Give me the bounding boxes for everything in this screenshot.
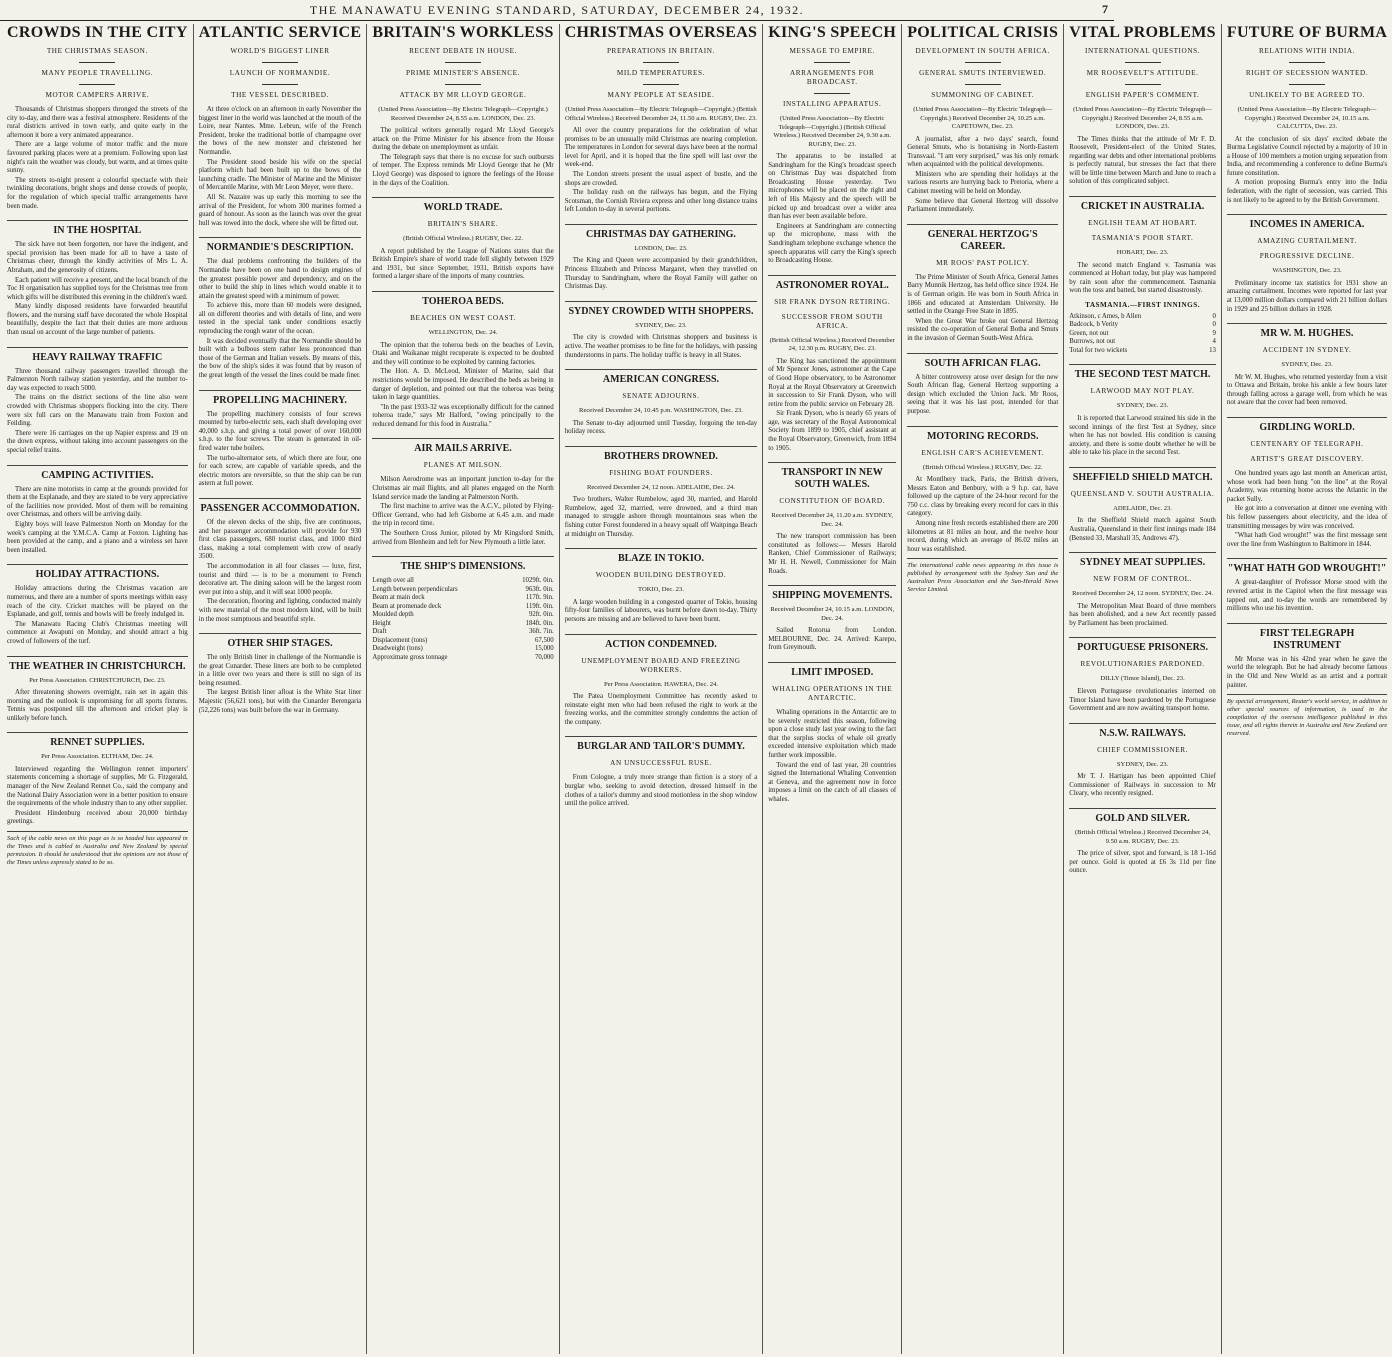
deck-rule [262,62,298,63]
row-label: Length over all [372,577,414,585]
section-heading: MOTORING RECORDS. [907,426,1058,443]
row-label: Approximate gross tonnage [372,653,448,661]
column [367,24,559,1354]
section-deck: CHIEF COMMISSIONER. [1097,745,1188,754]
article-paragraph: Some believe that General Hertzog will dissolve Parliament immediately. [907,197,1059,214]
article-paragraph: Each patient will receive a present, and the local branch of the Toc H organisation has supplied toys for the Christmas tree from which gifts will be distributed this evening in the children's ward. [7,276,188,301]
footnote: Such of the cable news on this page as is so headed has appeared in the Times and is cabled to Australia and New Zealand by special permission. It should be understood that the opinions are not those of the Times unless expressly stated to be so. [7,831,188,867]
article-paragraph: All over the country preparations for the celebration of what promises to be an unusually mild Christmas are nearing completion. The temperatures in London for several days have been at the normal level for April, and it is hoped that the fine spell will last over the week-end. [564,127,758,169]
section-heading: THE SHIP'S DIMENSIONS. [372,556,553,573]
section-deck: NEW FORM OF CONTROL. [1093,575,1193,584]
section-deck: WOODEN BUILDING DESTROYED. [595,571,727,580]
table-row [372,645,553,654]
headline-deck: PREPARATIONS IN BRITAIN. [606,47,715,55]
row-value: 13 [1209,346,1216,354]
article-paragraph: The Metropolitan Meat Board of three members has been abolished, and a new Act recently passed by Parliament has been proclaimed. [1069,602,1216,627]
article-paragraph: President Hindenburg received about 20,000 birthday greetings. [7,809,188,826]
table-row [1069,347,1216,356]
headline-deck: UNLIKELY TO BE AGREED TO. [1249,91,1365,99]
article-paragraph: Thousands of Christmas shoppers thronged the streets of the city to-day, and there was a festival atmosphere. Residents of the rural districts arrived in town early, and quite early in the afternoon it bore a very animated appearance. [7,106,188,139]
section-heading: RENNET SUPPLIES. [7,732,188,749]
headline-deck: INTERNATIONAL QUESTIONS. [1084,47,1201,55]
article-paragraph: The opinion that the toheroa beds on the beaches of Levin, Otaki and Waikanae might recuperate is expected to be doubted and they will continue to be exploited by canning factories. [372,341,554,366]
table-row [1069,321,1216,330]
headline-deck: LAUNCH OF NORMANDIE. [229,69,331,77]
article-paragraph: The apparatus to be installed at Sandringham for the King's broadcast speech on Christmas Day was dispatched from Broadcasting House yesterday. Two microphones will be placed on the right and left of His Majesty and the speech will be picked up and broadcast over a wider area than has ever been available before. [768,153,897,221]
article-paragraph: Two brothers, Walter Rumbelow, aged 30, married, and Harold Rumbelow, aged 32, married, were drowned, and a third man managed to struggle ashore through mountainous seas when the fishing cutter Forest foundered in a heavy squall off Waitpinga Beach at midnight on Thursday. [564,496,758,538]
article-paragraph: Many kindly disposed residents have forwarded beautiful flowers, and the nursing staff have decorated the whole Hospital beautifully, despite the fact that their duties are more arduous than usual on account of the large number of patients. [7,303,188,337]
row-value: 119ft. 0in. [525,602,554,610]
article-paragraph: The accommodation in all four classes — luxe, first, tourist and third — is to be a monument to French decorative art. The dining saloon will be the largest room ever put into a ship, and it will seat 1000 people. [198,562,362,596]
headline-deck: ARRANGEMENTS FOR BROADCAST. [789,69,875,86]
row-value: 184ft. 0in. [525,619,554,627]
article-paragraph: The city is crowded with Christmas shoppers and business is active. The weather promises to be fine for the holidays, with passing thunderstorms in parts. The holiday traffic is heavy in all States. [564,334,758,359]
section-heading: SYDNEY CROWDED WITH SHOPPERS. [565,301,758,318]
section-heading: OTHER SHIP STAGES. [199,633,362,650]
section-deck: MR ROOS' PAST POLICY. [936,258,1030,267]
section-heading: MR W. M. HUGHES. [1227,323,1387,340]
column [2,24,194,1354]
article-paragraph: When the Great War broke out General Hertzog resisted the co-operation of General Botha and Smuts in the invasion of German South-West Africa. [907,317,1059,342]
article-paragraph: The new transport commission has been constituted as follows:— Messrs Harold Ranken, Chief Commissioner of Railways; Mr H. H. Newell, Commissioner for Main Roads. [768,533,897,575]
article-paragraph: It is reported that Larwood strained his side in the second innings of the first Test at Sydney, since when he has not bowled. His condition is causing anxiety, and there is some doubt whether he will be able to take his place in the second Test. [1069,414,1216,457]
article-paragraph: The turbo-alternator sets, of which there are four, one for each screw, are capable of variable speeds, and the electric motors are reversible, so that the ship can be run astern at full power. [198,454,362,488]
row-value: 9 [1212,329,1216,337]
article-paragraph: "In the past 1933-32 was exceptionally difficult for the canned toheroa trade," says Mr Halford, "owing principally to the reduced demand for this food in Australia." [372,403,554,428]
section-heading: GOLD AND SILVER. [1069,808,1216,825]
article-paragraph: The Manawatu Racing Club's Christmas meeting will commence at Awapuni on Monday, and should attract a big crowd of followers of the turf. [7,620,188,645]
dateline: TOKIO, Dec. 23. [638,586,684,594]
section-heading: BROTHERS DROWNED. [565,446,758,463]
headline-deck: RECENT DEBATE IN HOUSE. [409,47,517,55]
deck-rule [814,93,850,94]
deck-rule [1289,62,1325,63]
row-label: Deadweight (tons) [372,645,423,653]
section-heading: HEAVY RAILWAY TRAFFIC [7,347,188,364]
article-paragraph: Sailed Rotorua from London. MELBOURNE, Dec. 24. Arrived: Karepo, from Greymouth. [768,627,897,652]
section-deck: LARWOOD MAY NOT PLAY. [1090,387,1195,396]
section-heading: THE WEATHER IN CHRISTCHURCH. [7,656,188,673]
section-heading: INCOMES IN AMERICA. [1227,214,1387,231]
article-paragraph: Three thousand railway passengers travelled through the Palmerston North railway station yesterday, and the number to-day was expected to reach 5000. [7,367,188,392]
section-deck: UNEMPLOYMENT BOARD AND FREEZING WORKERS. [581,656,741,674]
section-heading: CHRISTMAS DAY GATHERING. [565,224,758,241]
row-label: Beam at promenade deck [372,602,442,610]
row-label: Displacement (tons) [372,636,428,644]
dateline: (British Official Wireless.) RUGBY, Dec. 22. [403,235,523,243]
article-paragraph: Interviewed regarding the Wellington rennet importers' statements concerning a shortage of supplies, Mr G. Fitzgerald, manager of the New Zealand Rennet Co., said the company and the National Dairy Association were in a better position to ensure the requirements of the whole industry than to any other supplier. [7,765,188,808]
article-paragraph: The President stood beside his wife on the special platform which had been built up to the bows of the launching cradle. The Minister of Marine and the Minister of Mercantile Marine, with Mr Leon Meyer, were there. [198,158,362,192]
dateline: DILLY (Timor Island), Dec. 23. [1100,675,1185,683]
article-paragraph: The London streets present the usual aspect of bustle, and the shops are crowded. [564,170,758,187]
column [560,24,764,1354]
column-headline: VITAL PROBLEMS [1069,24,1216,41]
deck-rule [262,84,298,85]
article-paragraph: The Southern Cross Junior, piloted by Mr Kingsford Smith, arrived from Blenheim and left for New Plymouth a little later. [372,530,554,546]
row-value: 117ft. 9in. [525,594,554,602]
article-paragraph: It was decided eventually that the Normandie should be built with a bulbous stem rather less pronounced than those of the German and Italian vessels. By means of this, the bow of the ship's sides it was found that by reason of the great length of the vessel the lines could be made finer. [198,337,362,380]
dateline: WASHINGTON, Dec. 23. [1272,267,1342,275]
column [763,24,902,1354]
article-paragraph: The decoration, flooring and lighting, conducted mainly with new material of the most modern kind, will be built in the most sumptuous and beautiful style. [198,598,362,623]
row-label: Atkinson, c Ames, b Allen [1069,312,1142,320]
dateline: (United Press Association—By Electric Telegraph—Copyright.) (British Official Wireless.) Received December 24, 11.50 a.m. RUGBY, Dec. 23. [564,106,757,122]
column-headline: CHRISTMAS OVERSEAS [564,24,758,41]
section-deck: QUEENSLAND V. SOUTH AUSTRALIA. [1070,489,1215,498]
section-heading: PROPELLING MACHINERY. [199,390,362,407]
dateline: Received December 24, 10.15 a.m. LONDON, Dec. 24. [770,606,895,622]
table-row [1069,330,1216,339]
table-row [372,577,553,586]
table-row [372,628,553,637]
article-paragraph: The political writers generally regard Mr Lloyd George's attack on the Prime Minister for his absence from the House during the debate on unemployment as unfair. [372,127,554,152]
article-paragraph: One hundred years ago last month an American artist, whose work had been hung "on the line" at the Royal Academy, was returning home across the Atlantic in the packet Sully. [1226,470,1388,503]
article-paragraph: Holiday attractions during the Christmas vacation are numerous, and there are a number of sports meetings within easy reach of the city. Cricket matches will be played on the Esplanade, and golf, tennis and bowls will be freely indulged in. [7,585,188,619]
article-paragraph: Of the eleven decks of the ship, five are continuous, and her passenger accommodation will provide for 930 first class passengers, 680 tourist class, and 1000 third class, making a total complement with crew of nearly 3500. [198,518,362,561]
deck-rule [643,84,679,85]
article-paragraph: Eleven Portuguese revolutionaries interned on Timor Island have been pardoned by the Portuguese Government and are now awaiting transport home. [1069,687,1216,713]
row-label: Moulded depth [372,611,414,619]
section-heading: BLAZE IN TOKIO. [565,548,758,565]
column [1064,24,1222,1354]
deck-rule [445,84,481,85]
column-headline: CROWDS IN THE CITY [7,24,188,41]
section-deck: SENATE ADJOURNS. [622,392,700,401]
dateline: Per Press Association. ELTHAM, Dec. 24. [41,753,154,761]
article-paragraph: "What hath God wrought!" was the first message sent over the line from Washington to Baltimore in 1844. [1226,532,1388,548]
footnote: By special arrangement, Reuter's world service, in addition to other special sources of information, is used in the compilation of the overseas intelligence published in this issue, and all rights therein in Australia and New Zealand are reserved. [1227,694,1387,738]
section-deck: FISHING BOAT FOUNDERS. [609,468,713,477]
deck-rule [814,62,850,63]
section-heading: THE SECOND TEST MATCH. [1069,364,1216,381]
headline-deck: MOTOR CAMPERS ARRIVE. [45,91,150,99]
article-paragraph: There are a large volume of motor traffic and the more favoured parking places were at a premium. Following upon last night's rain the weather was cloudy, but warm, and at times quite sunny. [7,141,188,175]
headline-deck: GENERAL SMUTS INTERVIEWED. [919,69,1047,77]
section-heading: BURGLAR AND TAILOR'S DUMMY. [565,736,758,753]
table-row [372,603,553,612]
headline-deck: THE CHRISTMAS SEASON. [46,47,148,55]
article-paragraph: Mr W. M. Hughes, who returned yesterday from a visit to Ottawa and Britain, broke his ankle a few hours later through falling across a garage well, from which he was not aware that the cover had been removed. [1226,373,1388,407]
page-number: 7 [1102,2,1108,16]
headline-deck: MANY PEOPLE TRAVELLING. [41,69,154,77]
headline-deck: MESSAGE TO EMPIRE. [789,47,875,55]
headline-deck: THE VESSEL DESCRIBED. [231,91,329,99]
column-headline: BRITAIN'S WORKLESS [372,24,554,41]
section-deck: BEACHES ON WEST COAST. [410,314,516,323]
row-label: Length between perpendiculars [372,585,458,593]
deck-rule [965,84,1001,85]
row-label: Green, not out [1069,329,1109,337]
article-paragraph: Mr Morse was in his 42nd year when he gave the world the telegraph. But he had already become famous in the Old and New World as an artist and a portrait painter. [1226,655,1388,689]
row-value: 1029ft. 0in. [522,577,554,585]
article-paragraph: The Senate to-day adjourned until Tuesday, forgoing the ten-day holiday recess. [564,419,758,436]
headline-deck: ENGLISH PAPER'S COMMENT. [1085,91,1200,99]
masthead-title: THE MANAWATU EVENING STANDARD, SATURDAY, DECEMBER 24, 1932. [309,3,805,17]
headline-deck: DEVELOPMENT IN SOUTH AFRICA. [915,47,1050,55]
table-row [1069,338,1216,347]
dateline: (United Press Association—By Electric Telegraph—Copyright.) Received December 24, 10.25 a.m. CAPETOWN, Dec. 23. [913,106,1053,130]
section-deck: CENTENARY OF TELEGRAPH. [1250,440,1364,448]
dateline: SYDNEY, Dec. 23. [1116,402,1169,410]
article-paragraph: A bitter controversy arose over design for the new South African flag, General Hertzog supporting a design which excluded the Union Jack. Mr Roos, seeing that it was his last post, intended for that purpose. [907,373,1059,415]
section-deck: PROGRESSIVE DECLINE. [1259,252,1355,261]
section-heading: CAMPING ACTIVITIES. [7,465,188,482]
column-headline: KING'S SPEECH [768,24,897,41]
section-heading: LIMIT IMPOSED. [768,662,896,679]
column-headline: ATLANTIC SERVICE [198,24,362,41]
row-value: 4 [1212,338,1216,346]
dateline: HOBART, Dec. 23. [1116,249,1169,257]
row-value: 67,500 [534,636,554,644]
article-paragraph: At the conclusion of six days' excited debate the Burma Legislative Council rejected by a majority of 10 in a House of 100 members a motion urging separation from India, and recommending a conference to define Burma's future constitution. [1226,135,1388,177]
section-heading: IN THE HOSPITAL [7,220,188,237]
article-paragraph: The Telegraph says that there is no excuse for such outbursts of temper. The Express reminds Mr Lloyd George that he (Mr Lloyd George) was disposed to ignore the feelings of the House in the days of the Coalition. [372,153,554,187]
section-heading: FIRST TELEGRAPH INSTRUMENT [1227,623,1387,652]
section-deck: ARTIST'S GREAT DISCOVERY. [1250,455,1364,463]
section-heading: GENERAL HERTZOG'S CAREER. [907,224,1058,253]
section-heading: SOUTH AFRICAN FLAG. [907,353,1058,370]
section-heading: SHEFFIELD SHIELD MATCH. [1069,467,1216,484]
row-label: Draft [372,628,387,636]
article-paragraph: At three o'clock on an afternoon in early November the biggest liner in the world was launched at the mouth of the Loire, near Nantes. Mme. Lebrun, wife of the French President, broke the traditional bottle of champagne over the bows of the new monster and christened her Normandie. [198,106,362,156]
masthead [0,0,1114,21]
dimensions-table [372,577,553,662]
section-deck: REVOLUTIONARIES PARDONED. [1080,660,1205,669]
article-paragraph: Engineers at Sandringham are connecting up the microphone, mass with the Sandringham telephone exchange whence the speech apparatus will carry the King's speech to Broadcasting House. [768,222,897,265]
dateline: (United Press Association—By Electric Telegraph—Copyright.) (British Official Wireless.) Received December 24, 9.30 a.m. RUGBY, Dec. 23. [773,115,892,148]
row-value: 0 [1212,312,1216,320]
column-headline: POLITICAL CRISIS [907,24,1059,41]
article-paragraph: The largest British liner afloat is the White Star liner Majestic (56,621 tons), but with the Cunarder Berengaria (52,226 tons) was built before the war in Germany. [198,689,362,714]
article-paragraph: Preliminary income tax statistics for 1931 show an amazing curtailment. Incomes were reported for last year at 13,000 million dollars compared with 21 billion dollars in 1929 and 25 billion dollars in 1928. [1226,279,1388,313]
headline-deck: RIGHT OF SECESSION WANTED. [1245,69,1369,77]
article-paragraph: The Times thinks that the attitude of Mr F. D. Roosevelt, President-elect of the United States, regarding war debts and other international problems is perfectly natural, but stresses the fact that there will be little time between March and June to reach a solution of this complicated subject. [1069,135,1216,186]
article-paragraph: The holiday rush on the railways has begun, and the Flying Scotsman, the Cornish Riviera express and other long distance trains left London to-day in several portions. [564,189,758,214]
section-deck: PLANES AT MILSON. [423,461,503,470]
section-deck: ACCIDENT IN SYDNEY. [1262,346,1352,355]
headline-deck: ATTACK BY MR LLOYD GEORGE. [399,91,527,99]
article-paragraph: There are nine motorists in camp at the grounds provided for them at the Esplanade, and they are stated to be very appreciative of the facilities now provided. Most of them will be remaining over Christmas, and others will be arriving daily. [7,485,188,519]
row-value: 0 [1212,321,1216,329]
section-deck: BRITAIN'S SHARE. [427,220,499,229]
article-paragraph: A great-daughter of Professor Morse stood with the revered artist in the Capitol when the first message was tapped out, and to-day the words are remembered by millions who use his invention. [1226,579,1388,613]
dateline: (British Official Wireless.) Received December 24, 9.50 a.m. RUGBY, Dec. 23. [1074,829,1211,845]
deck-rule [1125,62,1161,63]
section-deck: WHALING OPERATIONS IN THE ANTARCTIC. [772,685,893,702]
article-paragraph: He got into a conversation at dinner one evening with his fellow passengers about electricity, and the idea of transmitting messages by wire was conceived. [1226,505,1388,530]
row-label: Badcock, b Verity [1069,321,1119,329]
dateline: (United Press Association—By Electric Telegraph—Copyright.) Received December 24, 8.55 a.m. LONDON, Dec. 23. [378,106,548,122]
section-heading: N.S.W. RAILWAYS. [1069,723,1216,740]
table-row [372,654,553,663]
column-headline: FUTURE OF BURMA [1226,24,1388,41]
headline-deck: INSTALLING APPARATUS. [783,100,882,108]
deck-rule [79,84,115,85]
section-heading: "WHAT HATH GOD WROUGHT!" [1227,558,1387,575]
dateline: Received December 24, 12 noon. SYDNEY, Dec. 24. [1072,590,1214,598]
dateline: LONDON, Dec. 23. [634,244,688,252]
article-paragraph: In the Sheffield Shield match against South Australia, Queensland in their first innings made 184 (Bensted 33, Marshall 35, Andrews 47). [1069,517,1216,542]
article-paragraph: From Cologne, a truly more strange than fiction is a story of a burglar who, seeking to avoid detection, dressed himself in the clothes of a tailor's dummy and stood motionless in the shop window until the police arrived. [564,774,758,808]
article-paragraph: The Hon. A. D. McLeod, Minister of Marine, said that restrictions would be imposed. He described the beds as being in danger of depletion, and pointed out that the toheroa was being taken in large quantities. [372,368,554,402]
section-heading: PASSENGER ACCOMMODATION. [199,498,362,515]
score-heading: TASMANIA.—FIRST INNINGS. [1085,300,1201,309]
table-row [372,594,553,603]
article-paragraph: A large wooden building in a congested quarter of Tokio, housing fifty-four families of labourers, was burnt before dawn to-day. Thirty persons are missing and are believed to have been burnt. [564,598,758,623]
dateline: Received December 24, 11.20 a.m. SYDNEY, Dec. 24. [771,512,894,528]
article-paragraph: The streets to-night present a colourful spectacle with their twinkling decorations, bright shops and dense crowds of people, for the regulation of which special traffic arrangements have been made. [7,176,188,210]
section-deck: CONSTITUTION OF BOARD. [779,497,886,506]
headline-deck: MILD TEMPERATURES. [616,69,706,77]
headline-deck: PRIME MINISTER'S ABSENCE. [406,69,520,77]
row-label: Height [372,619,391,627]
section-heading: ACTION CONDEMNED. [565,634,758,651]
dateline: Received December 24, 10.45 p.m. WASHINGTON, Dec. 23. [579,407,743,415]
deck-rule [965,62,1001,63]
article-paragraph: All St. Nazaire was up early this morning to see the arrival of the President, for whom 300 marines formed a guard of honour. As soon as the launch was over the great hull was towed into the dock, where she will be fitted out. [198,193,362,227]
row-value: 70,000 [534,653,554,661]
dateline: (British Official Wireless.) Received December 24, 12.30 p.m. RUGBY, Dec. 23. [769,336,895,353]
table-row [1069,313,1216,322]
article-paragraph: The dual problems confronting the builders of the Normandie have been on one hand to design engines of the greatest possible power and dependency, and on the other to build the ship in lines which would enable it to attain the greatest speed with a minimum of power. [198,258,362,300]
article-paragraph: The King has sanctioned the appointment of Mr Spencer Jones, astronomer at the Cape of Good Hope observatory, to be Astronomer Royal at the Royal Observatory at Greenwich in succession to Sir Frank Dyson, who will retire from the public service on February 28. [768,357,897,408]
article-paragraph: The only British liner in challenge of the Normandie is the great Cunarder. These liners are both to be completed in a little over two years and there is still no sign of its being resumed. [198,654,362,687]
dateline: (United Press Association—By Electric Telegraph—Copyright.) Received December 24, 8.55 a.m. LONDON, Dec. 23. [1073,106,1213,130]
footnote: The international cable news appearing in this issue is published by arrangement with the Sydney Sun and the Australian Press Association and the Sun-Herald News Service Limited. [907,558,1058,594]
dateline: SYDNEY, Dec. 23. [1281,361,1333,369]
row-value: 15,000 [534,645,554,653]
article-paragraph: The propelling machinery consists of four screws mounted by turbo-electric sets, each shaft developing over 40,000 s.h.p. and giving a total power of over 160,000 s.h.p. to the four screws. The steam is generated in oil-fired water tube boilers. [198,410,362,452]
article-paragraph: Among nine fresh records established there are 200 kilometres at 81 miles an hour, and the twelve hour record, during which an average of 86.02 miles an hour was established. [907,520,1059,553]
article-paragraph: A report published by the League of Nations states that the British Empire's share of world trade fell slightly between 1929 and 1931, but since September, 1931, British exports have formed a larger share of the imports of many countries. [372,247,554,281]
section-heading: PORTUGUESE PRISONERS. [1069,637,1216,654]
table-row [372,637,553,646]
section-deck: SUCCESSOR FROM SOUTH AFRICA. [781,312,883,330]
article-paragraph: Mr T. J. Hartigan has been appointed Chief Commissioner of Railways in succession to Mr Cleary, who recently resigned. [1069,773,1216,798]
deck-rule [445,62,481,63]
headline-deck: MANY PEOPLE AT SEASIDE. [607,91,715,99]
dateline: Per Press Association. HAWERA, Dec. 24. [604,680,718,688]
dateline: Per Press Association. CHRISTCHURCH, Dec. 23. [29,676,166,684]
section-deck: SIR FRANK DYSON RETIRING. [774,297,891,306]
section-deck: AN UNSUCCESSFUL RUSE. [610,759,712,768]
column [194,24,368,1354]
section-deck: ENGLISH CAR'S ACHIEVEMENT. [921,448,1045,457]
section-heading: TOHEROA BEDS. [372,291,553,308]
section-heading: HOLIDAY ATTRACTIONS. [7,564,188,581]
section-heading: WORLD TRADE. [372,197,553,214]
section-deck: ENGLISH TEAM AT HOBART. [1088,219,1197,228]
table-row [372,620,553,629]
dateline: (British Official Wireless.) RUGBY, Dec. 22. [922,463,1043,471]
columns [2,24,1388,1354]
article-paragraph: At Montlhery track, Paris, the British drivers, Messrs Eaton and Benbury, with a 9 h.p. car, have followed up the capture of the 24-hour record for the 750 c.c. class by breaking every record for cars in this category. [907,476,1059,518]
column [1222,24,1392,1354]
section-heading: AMERICAN CONGRESS. [565,369,758,386]
article-paragraph: A motion proposing Burma's entry into the India federation, with the right of secession, was carried. This is not likely to be agreed to by the British Government. [1226,179,1388,204]
section-deck: AMAZING CURTAILMENT. [1257,237,1357,246]
article-paragraph: After threatening showers overnight, rain set in again this morning and the outlook is unpromising for all sports fixtures. Tennis was postponed till the afternoon and cricket play is unlikely before lunch. [7,689,188,722]
section-heading: SHIPPING MOVEMENTS. [768,585,896,602]
headline-deck: WORLD'S BIGGEST LINER [230,47,330,55]
deck-rule [1125,84,1161,85]
article-paragraph: The Prime Minister of South Africa, General James Barry Munnik Hertzog, has held office since 1924. He is of German origin. He was born in South Africa in 1866 and educated at Amsterdam University. He settled in the Orange Free State in 1895. [907,273,1059,316]
table-row [372,611,553,620]
article-paragraph: Milson Aerodrome was an important junction to-day for the Christmas air mail flights, and all planes engaged on the North Island service made the landing at Palmerston North. [372,476,554,501]
section-heading: AIR MAILS ARRIVE. [372,438,553,455]
row-label: Burrows, not out [1069,338,1116,346]
article-paragraph: Ministers who are spending their holidays at the various resorts are hurrying back to Pretoria, where a Cabinet meeting will be held on Monday. [907,170,1059,196]
section-heading: SYDNEY MEAT SUPPLIES. [1069,552,1216,569]
row-label: Total for two wickets [1069,346,1128,354]
row-value: 963ft. 0in. [525,585,554,593]
article-paragraph: The second match England v. Tasmania was commenced at Hobart today, but play was hampered by rain soon after the commencement. Tasmania won the toss and batted, but started disastrously. [1069,261,1216,295]
headline-deck: SUMMONING OF CABINET. [931,91,1035,99]
deck-rule [643,62,679,63]
article-paragraph: The Patea Unemployment Committee has recently asked to reinstate eight men who had been refused the right to work at the freezing works, and the committee strongly condemns the action of the company. [564,693,758,726]
section-heading: GIRDLING WORLD. [1227,417,1387,434]
article-paragraph: Toward the end of last year, 20 countries signed the International Whaling Convention at Geneva, and the agreement now in force imposes a limit on the catch of all classes of whales. [768,761,897,803]
column [902,24,1064,1354]
article-paragraph: The price of silver, spot and forward, is 18 1-16d per ounce. Gold is quoted at £6 3s 11d per fine ounce. [1069,850,1216,875]
row-label: Beam at main deck [372,594,425,602]
article-paragraph: Sir Frank Dyson, who is nearly 65 years of age, was secretary of the Royal Astronomical Society from 1899 to 1905, chief assistant at the Royal Observatory, Greenwich, from 1894 to 1905. [768,410,897,452]
article-paragraph: To achieve this, more than 60 models were designed, all on different theories and with details of line, and were tested in the special tank under conditions exactly reproducing the rough water of the ocean. [198,302,362,336]
dateline: ADELAIDE, Dec. 23. [1113,504,1172,512]
article-paragraph: The King and Queen were accompanied by their grandchildren, Princess Elizabeth and Princess Margaret, when they travelled on Thursday to Sandringham, where the Royal Family will gather on Christmas Day. [564,257,758,291]
dateline: Received December 24, 12 noon. ADELAIDE, Dec. 24. [586,483,735,491]
article-paragraph: There were 16 carriages on the up Napier express and 19 on the down express, without taking into account passengers on the special relief trains. [7,429,188,454]
section-heading: TRANSPORT IN NEW SOUTH WALES. [768,462,896,491]
article-paragraph: The sick have not been forgotten, nor have the indigent, and special provision has been made for all to have a taste of Christmas cheer, through the kindly activities of Mrs L. A. Abraham, and the generosity of citizens. [7,241,188,274]
dateline: SYDNEY, Dec. 23. [1116,760,1169,768]
deck-rule [1289,84,1325,85]
article-paragraph: A journalist, after a two days' search, found General Smuts, who is botanising in North-Eastern Transvaal. "I am very surprised," was his only remark when acquainted with the political developments. [907,135,1059,169]
dateline: WELLINGTON, Dec. 24. [428,329,498,337]
row-value: 92ft. 0in. [528,611,554,619]
scorecard-table [1069,313,1216,356]
dateline: SYDNEY, Dec. 23. [635,321,687,329]
article-paragraph: Whaling operations in the Antarctic are to be severely restricted this season, following upon a close study last year owing to the fact that the surplus stocks of whale oil greatly exceeded intensive exploitation which made further work impossible. [768,709,897,759]
headline-deck: RELATIONS WITH INDIA. [1258,47,1356,55]
article-paragraph: The trains on the district sections of the line also were crowded with Christmas shoppers flocking into the city. There were six full cars on the Manawatu train from Foxton and Feilding. [7,394,188,428]
row-value: 36ft. 7in. [528,628,554,636]
section-heading: CRICKET IN AUSTRALIA. [1069,196,1216,213]
deck-rule [79,62,115,63]
section-heading: ASTRONOMER ROYAL. [768,275,896,292]
section-heading: NORMANDIE'S DESCRIPTION. [199,237,362,254]
dateline: (United Press Association—By Electric Telegraph—Copyright.) Received December 24, 10.15 a.m. CALCUTTA, Dec. 23. [1237,106,1377,130]
article-paragraph: The first machine to arrive was the A.C.V., piloted by Flying-Officer Gerrand, who had left Gisborne at 6.45 a.m. and made the trip in record time. [372,503,554,528]
headline-deck: MR ROOSEVELT'S ATTITUDE. [1086,69,1199,77]
table-row [372,586,553,595]
section-deck: TASMANIA'S POOR START. [1091,234,1194,243]
article-paragraph: Eighty boys will leave Palmerston North on Monday for the week's camping at the Y.M.C.A. Camp at Foxton. Lighting has been provided at the camp, and a piano and a wireless set have been installed. [7,520,188,554]
